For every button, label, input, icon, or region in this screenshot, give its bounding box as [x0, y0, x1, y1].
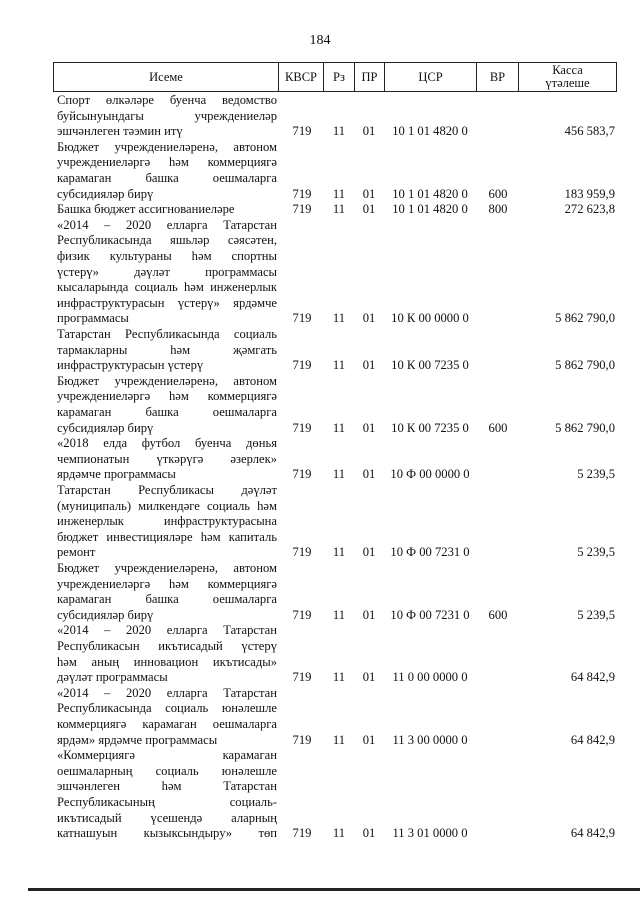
- table-row: [0, 686, 640, 748]
- row-name: [57, 686, 277, 748]
- row-name-line: эшчәнлеген һәм Татарстан: [57, 779, 277, 794]
- row-sum: 64 842,9: [570, 670, 615, 685]
- row-name-line: «Коммерциягә карамаган: [57, 748, 277, 763]
- row-name: [57, 436, 277, 483]
- row-name-line: Бюджет учреждениеләренә, автоном: [57, 561, 277, 575]
- header-name: Исеме: [149, 69, 183, 84]
- row-name-line: һәм аның инновацион икътисады»: [57, 654, 277, 669]
- row-name-line: Татарстан Республикасы дәүләт: [57, 483, 277, 497]
- row-name-line: Бюджет учреждениеләренә, автоном: [57, 373, 277, 388]
- row-name: [57, 327, 277, 374]
- row-csr: 10 К 00 0000 0: [391, 311, 469, 326]
- row-csr: 11 3 01 0000 0: [392, 826, 468, 841]
- row-name-line: «2014 – 2020 елларга Татарстан: [57, 217, 277, 232]
- row-pr: 01: [362, 545, 376, 560]
- row-vr: 600: [488, 420, 508, 435]
- row-kvsr: 719: [292, 186, 312, 201]
- row-name-line: чемпионатын үткәрүгә әзерлек»: [57, 451, 277, 466]
- row-kvsr: 719: [292, 358, 312, 373]
- row-csr: 10 Ф 00 7231 0: [390, 607, 470, 622]
- row-name-line: ярдәмче программасы: [57, 467, 176, 482]
- row-name-line: кысаларында социаль һәм инженерлык: [57, 280, 277, 295]
- row-kvsr: 719: [292, 670, 312, 685]
- row-sum: 64 842,9: [570, 732, 615, 747]
- row-kvsr: 719: [292, 124, 312, 139]
- table-row: [0, 748, 640, 842]
- header-kvsr: КВСР: [285, 69, 317, 84]
- row-name-line: карамаган башка оешмаларга: [57, 404, 277, 419]
- row-rz: 11: [332, 186, 346, 201]
- row-pr: 01: [362, 732, 376, 747]
- row-name: [57, 93, 277, 140]
- row-name-line: Башка бюджет ассигнованиеләре: [57, 202, 235, 217]
- row-name-line: Республикасында яшьләр сәясәтен,: [57, 233, 277, 248]
- row-name-line: карамаган башка оешмаларга: [57, 592, 277, 607]
- row-sum: 64 842,9: [570, 826, 615, 841]
- row-kvsr: 719: [292, 607, 312, 622]
- table-row: [0, 374, 640, 436]
- row-name-line: физик культураны һәм спортны: [57, 248, 277, 263]
- table-row: [0, 218, 640, 327]
- row-rz: 11: [332, 358, 346, 373]
- header-pr: ПР: [361, 69, 378, 84]
- row-pr: 01: [362, 311, 376, 326]
- row-pr: 01: [362, 124, 376, 139]
- row-name-line: учреждениеләргә һәм коммерциягә: [57, 155, 277, 170]
- row-rz: 11: [332, 311, 346, 326]
- table-row: [0, 561, 640, 623]
- row-rz: 11: [332, 545, 346, 560]
- page-number: 184: [309, 33, 331, 48]
- row-name-line: субсидияләр бирү: [57, 420, 154, 435]
- row-vr: 600: [488, 186, 508, 201]
- row-kvsr: 719: [292, 732, 312, 747]
- row-name-line: учреждениеләргә һәм коммерциягә: [57, 389, 277, 404]
- row-sum: 456 583,7: [564, 124, 615, 139]
- row-name-line: дәүләт программасы: [57, 670, 168, 685]
- row-name-line: Республикасын икътисадый үстерү: [57, 638, 277, 653]
- row-sum: 5 862 790,0: [555, 358, 615, 373]
- row-name: [57, 623, 277, 685]
- row-name: [57, 202, 277, 218]
- row-rz: 11: [332, 202, 346, 217]
- header-kassa: Касса үтәлеше: [545, 63, 590, 90]
- row-name: [57, 748, 277, 842]
- row-name-line: Татарстан Республикасында социаль: [57, 327, 277, 341]
- row-kvsr: 719: [292, 202, 312, 217]
- row-vr: 800: [488, 202, 508, 217]
- row-name-line: инженерлык инфраструктурасына: [57, 514, 277, 529]
- table-row: [0, 327, 640, 374]
- row-name-line: учреждениеләргә һәм коммерциягә: [57, 576, 277, 591]
- row-pr: 01: [362, 607, 376, 622]
- row-name-line: коммерциягә карамаган оешмаларга: [57, 716, 277, 731]
- page-bottom-edge: [28, 888, 640, 891]
- row-name-line: инфраструктурасын үстерү: [57, 358, 204, 373]
- row-name-line: оешмаларның социаль юнәлешле: [57, 763, 277, 778]
- row-pr: 01: [362, 826, 376, 841]
- table-row: [0, 93, 640, 140]
- row-name-line: бюджет инвестицияләре һәм капиталь: [57, 529, 277, 544]
- row-kvsr: 719: [292, 311, 312, 326]
- row-sum: 272 623,8: [564, 202, 615, 217]
- row-rz: 11: [332, 826, 346, 841]
- row-sum: 5 239,5: [577, 467, 615, 482]
- row-name-line: программасы: [57, 311, 129, 326]
- row-name-line: карамаган башка оешмаларга: [57, 170, 277, 185]
- row-name-line: «2018 елда футбол буенча дөнья: [57, 436, 277, 451]
- header-divider: [616, 62, 617, 92]
- row-name-line: «2014 – 2020 елларга Татарстан: [57, 623, 277, 638]
- row-csr: 11 0 00 0000 0: [392, 670, 468, 685]
- row-csr: 10 Ф 00 7231 0: [390, 545, 470, 560]
- table-row: [0, 140, 640, 202]
- header-vr: ВР: [489, 69, 506, 84]
- table-row: [0, 436, 640, 483]
- table-row: [0, 483, 640, 561]
- row-kvsr: 719: [292, 420, 312, 435]
- row-pr: 01: [362, 467, 376, 482]
- header-csr: ЦСР: [418, 69, 443, 84]
- row-kvsr: 719: [292, 545, 312, 560]
- row-sum: 5 239,5: [577, 607, 615, 622]
- row-name-line: Республикасының социаль-: [57, 794, 277, 809]
- row-name: [57, 140, 277, 202]
- row-name-line: үстерү» дәүләт программасы: [57, 264, 277, 279]
- row-csr: 11 3 00 0000 0: [392, 732, 468, 747]
- row-pr: 01: [362, 420, 376, 435]
- row-csr: 10 1 01 4820 0: [392, 186, 468, 201]
- row-name: [57, 483, 277, 561]
- row-pr: 01: [362, 670, 376, 685]
- row-name-line: буйсынуындагы учреждениеләр: [57, 108, 277, 123]
- row-rz: 11: [332, 420, 346, 435]
- row-kvsr: 719: [292, 467, 312, 482]
- row-name-line: Республикасында социаль юнәлешле: [57, 701, 277, 716]
- row-csr: 10 1 01 4820 0: [392, 202, 468, 217]
- row-rz: 11: [332, 467, 346, 482]
- row-pr: 01: [362, 186, 376, 201]
- row-csr: 10 К 00 7235 0: [391, 358, 469, 373]
- row-rz: 11: [332, 670, 346, 685]
- row-rz: 11: [332, 607, 346, 622]
- row-name-line: Спорт өлкәләре буенча ведомство: [57, 93, 277, 107]
- table-row: [0, 623, 640, 685]
- row-csr: 10 1 01 4820 0: [392, 124, 468, 139]
- row-name-line: ярдәм» ярдәмче программасы: [57, 732, 218, 747]
- row-name: [57, 218, 277, 327]
- row-name-line: субсидияләр бирү: [57, 186, 154, 201]
- row-name-line: эшчәнлеген тәэмин итү: [57, 124, 183, 139]
- row-vr: 600: [488, 607, 508, 622]
- row-name-line: Бюджет учреждениеләренә, автоном: [57, 139, 277, 154]
- row-sum: 5 239,5: [577, 545, 615, 560]
- row-name: [57, 561, 277, 623]
- row-name-line: «2014 – 2020 елларга Татарстан: [57, 685, 277, 700]
- row-name-line: катнашуын кызыксындыру» төп: [57, 826, 277, 841]
- row-rz: 11: [332, 124, 346, 139]
- row-sum: 5 862 790,0: [555, 311, 615, 326]
- row-pr: 01: [362, 358, 376, 373]
- row-name-line: инфраструктурасын үстерү» ярдәмче: [57, 295, 277, 310]
- row-csr: 10 Ф 00 0000 0: [390, 467, 470, 482]
- header-rz: Рз: [333, 69, 345, 84]
- row-sum: 5 862 790,0: [555, 420, 615, 435]
- row-sum: 183 959,9: [564, 186, 615, 201]
- row-kvsr: 719: [292, 826, 312, 841]
- row-pr: 01: [362, 202, 376, 217]
- row-name-line: ремонт: [57, 545, 96, 560]
- table-row: [0, 202, 640, 218]
- row-name-line: субсидияләр бирү: [57, 607, 154, 622]
- row-name-line: икътисадый үсешендә аларның: [57, 810, 277, 825]
- row-name-line: (муниципаль) милкендәге социаль һәм: [57, 498, 277, 513]
- row-csr: 10 К 00 7235 0: [391, 420, 469, 435]
- row-rz: 11: [332, 732, 346, 747]
- row-name: [57, 374, 277, 436]
- row-name-line: тармакларны һәм җәмгать: [57, 342, 277, 357]
